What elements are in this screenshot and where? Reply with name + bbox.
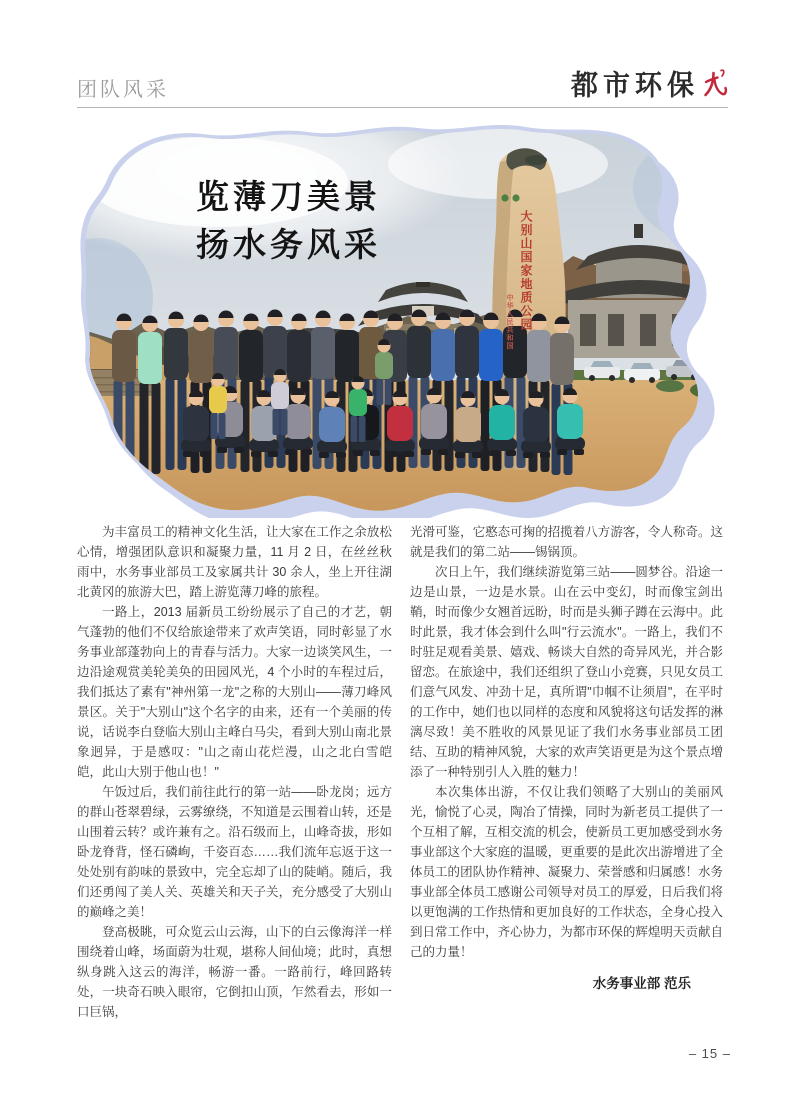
brand-calligraphy-icon <box>702 68 728 100</box>
monument-sub-inscription: 中华人民共和国 <box>506 294 514 350</box>
monument-inscription: 大别山国家地质公园 <box>519 210 533 332</box>
photo-title-line2: 扬水务风采 <box>196 228 381 264</box>
article-left-column <box>77 522 392 1022</box>
paragraph: 次日上午，我们继续游览第三站——圆梦谷。沿途一边是山景，一边是水景。山在云中变幻，时而像宝剑出鞘，时而像少女翘首远盼，时而是头狮子蹲在云海中。此时此景，我才体会到什么叫"行云流水"。一路上，我们不时驻足观看美景、嬉戏、畅谈大自然的奇异风光，并合影留恋。在旅途中，我们还组织了登山小竞赛，只见女员工们意气风发、冲劲十足，真所谓"巾帼不让须眉"，在平时的工作中，她们也以同样的态度和风貌将这句话发挥的淋漓尽致！美不胜收的风景见证了我们水务事业部员工团结、互助的精神风貌，大家的欢声笑语更是为这个景点增添了一种特别引人入胜的魅力！ <box>410 565 723 779</box>
paragraph: 午饭过后，我们前往此行的第一站——卧龙岗；远方的群山苍翠碧绿，云雾缭绕，不知道是云围着山转，还是山围着云转？或许兼有之。沿石级而上，山峰奇拔，形如卧龙脊背，怪石磷峋，千姿百态……我们流年忘返于这一处处别有韵味的景致中，完全忘却了山的陡峭。随后，我们还勇闯了美人关、英雄关和天子关，充分感受了大别山的巅峰之美！ <box>77 785 392 919</box>
photo-title-line1: 览薄刀美景 <box>196 180 381 216</box>
group-photo-illustration <box>68 118 738 518</box>
photo-overlay-title <box>196 174 381 270</box>
article-byline: 水务事业部 范乐 <box>592 976 691 991</box>
paragraph: 为丰富员工的精神文化生活，让大家在工作之余放松心情，增强团队意识和凝聚力量，11 月 2 日，在丝丝秋雨中，水务事业部员工及家属共计 30 余人，坐上开往湖北黄冈的旅游大巴，踏上游览薄刀峰的旅程。 <box>77 525 392 599</box>
page-number: – 15 – <box>688 1046 731 1061</box>
page-header <box>77 62 728 108</box>
paragraph: 一路上，2013 届新员工纷纷展示了自己的才艺，朝气蓬勃的他们不仅给旅途带来了欢声笑语，同时彰显了水务事业部蓬勃向上的青春与活力。大家一边谈笑风生，一边沿途观赏美轮美奂的田园风光，4 个小时的车程过后，我们抵达了素有"神州第一龙"之称的大别山——薄刀峰风景区。关于"大别山"这个名字的由来，还有一个美丽的传说，话说李白登临大别山主峰白马尖，看到大别山南北景象迥异，于是感叹："山之南山花烂漫，山之北白雪皑皑，此山大别于他山也！" <box>77 605 392 779</box>
photo-scene <box>68 118 738 518</box>
brand-wordmark: 都市环保 <box>571 69 699 101</box>
section-title: 团队风采 <box>77 79 169 101</box>
paragraph: 本次集体出游，不仅让我们领略了大别山的美丽风光，愉悦了心灵，陶冶了情操，同时为新老员工提供了一个互相了解，互相交流的机会，使新员工更加感受到水务事业部这个大家庭的温暖，更重要的是此次出游增进了全体员工的团队协作精神、凝聚力、荣誉感和归属感！水务事业部全体员工感谢公司领导对员工的厚爱，日后我们将以更饱满的工作热情和更加良好的工作状态，全身心投入到日常工作中，齐心协力，为都市环保的辉煌明天贡献自己的力量！ <box>410 785 723 959</box>
paragraph: 光滑可鉴，它憨态可掬的招揽着八方游客，令人称奇。这就是我们的第二站——锡锅顶。 <box>410 525 723 559</box>
paragraph: 登高极眺，可众览云山云海，山下的白云像海洋一样围绕着山峰，场面蔚为壮观，堪称人间仙境；此时，真想纵身跳入这云的海洋，畅游一番。一路前行，峰回路转处，一块奇石映入眼帘，它倒扣山顶，乍然看去，形如一口巨锅， <box>77 925 392 1019</box>
brand-logo <box>571 63 728 102</box>
article-right-column <box>410 522 723 994</box>
